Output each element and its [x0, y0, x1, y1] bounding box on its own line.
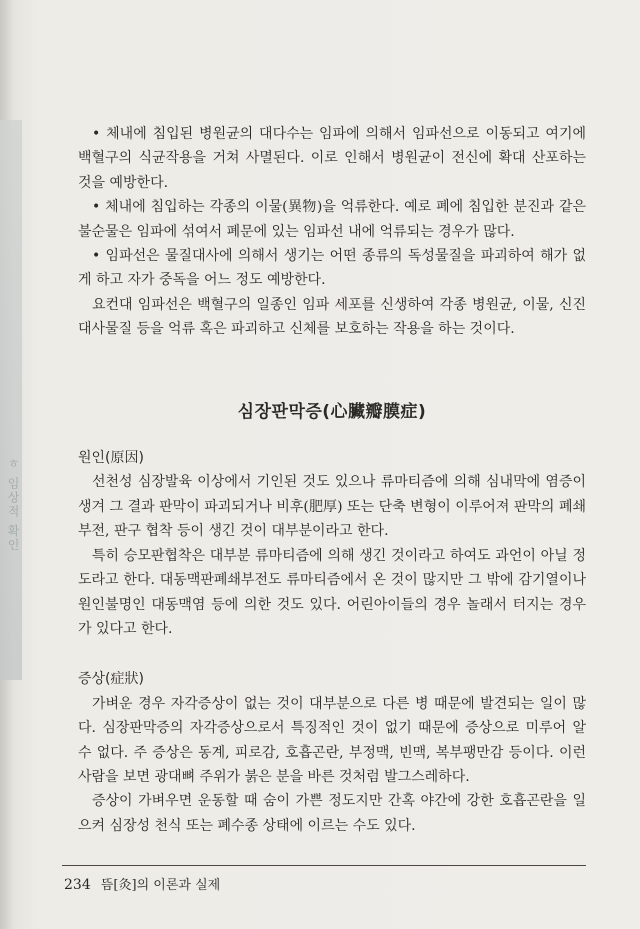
cause-paragraph-1: 선천성 심장발육 이상에서 기인된 것도 있으나 류마티즘에 의해 심내막에 염증이 생겨 그 결과 판막이 파괴되거나 비후(肥厚) 또는 단축 변형이 이루어져 판막의 폐쇄부전, 판구 협착 등이 생긴 것이 대부분이라고 한다. — [78, 474, 586, 540]
symptom-paragraph-2: 증상이 가벼우면 운동할 때 숨이 가쁜 정도지만 간혹 야간에 강한 호흡곤란을 일으켜 심장성 천식 또는 폐수종 상태에 이르는 수도 있다. — [78, 793, 586, 834]
cause-paragraph-2: 특히 승모판협착은 대부분 류마티즘에 의해 생긴 것이라고 하여도 과언이 아닐 정도라고 한다. 대동맥판폐쇄부전도 류마티즘에서 온 것이 많지만 그 밖에 감기열이나 원인불명인 대동맥염 등에 의한 것도 있다. 어린아이들의 경우 놀래서 터지는 경우가 있다고 한다. — [78, 547, 586, 637]
page-footer — [64, 874, 220, 893]
side-tab-label: ㅎ 임상적 확인 — [6, 457, 20, 553]
page-number: 234 — [64, 877, 91, 893]
symptom-heading: 증상(症狀) — [78, 671, 144, 688]
paragraph-lymph-3: • 임파선은 물질대사에 의해서 생기는 어떤 종류의 독성물질을 파괴하여 해가 없게 하고 자가 중독을 어느 정도 예방한다. — [78, 248, 586, 289]
section-title: 심장판막증(心臟瓣膜症) — [237, 401, 427, 422]
symptom-paragraph-1: 가벼운 경우 자각증상이 없는 것이 대부분으로 다른 병 때문에 발견되는 일이 많다. 심장판막증의 자각증상으로서 특징적인 것이 없기 때문에 증상으로 미루어 알 수 없다. 주 증상은 동계, 피로감, 호흡곤란, 부정맥, 빈맥, 복부팽만감 등이다. 이런 사람을 보면 광대뼈 주위가 붉은 분을 바른 것처럼 발그스레하다. — [78, 695, 586, 785]
cause-heading: 원인(原因) — [78, 450, 144, 467]
paragraph-lymph-1: • 체내에 침입된 병원균의 대다수는 임파에 의해서 임파선으로 이동되고 여기에 백혈구의 식균작용을 거쳐 사멸된다. 이로 인해서 병원균이 전신에 확대 산포하는 것을 예방한다. — [78, 126, 586, 191]
book-title: 뜸[灸]의 이론과 실제 — [100, 878, 221, 893]
paragraph-lymph-summary: 요컨대 임파선은 백혈구의 일종인 임파 세포를 신생하여 각종 병원균, 이물, 신진대사물질 등을 억류 혹은 파괴하고 신체를 보호하는 작용을 하는 것이다. — [78, 296, 586, 338]
page-body — [78, 122, 586, 838]
footer-divider — [62, 865, 586, 866]
paragraph-lymph-2: • 체내에 침입하는 각종의 이물(異物)을 억류한다. 예로 폐에 침입한 분진과 같은 불순물은 임파에 섞여서 폐문에 있는 임파선 내에 억류되는 경우가 많다. — [78, 199, 586, 240]
